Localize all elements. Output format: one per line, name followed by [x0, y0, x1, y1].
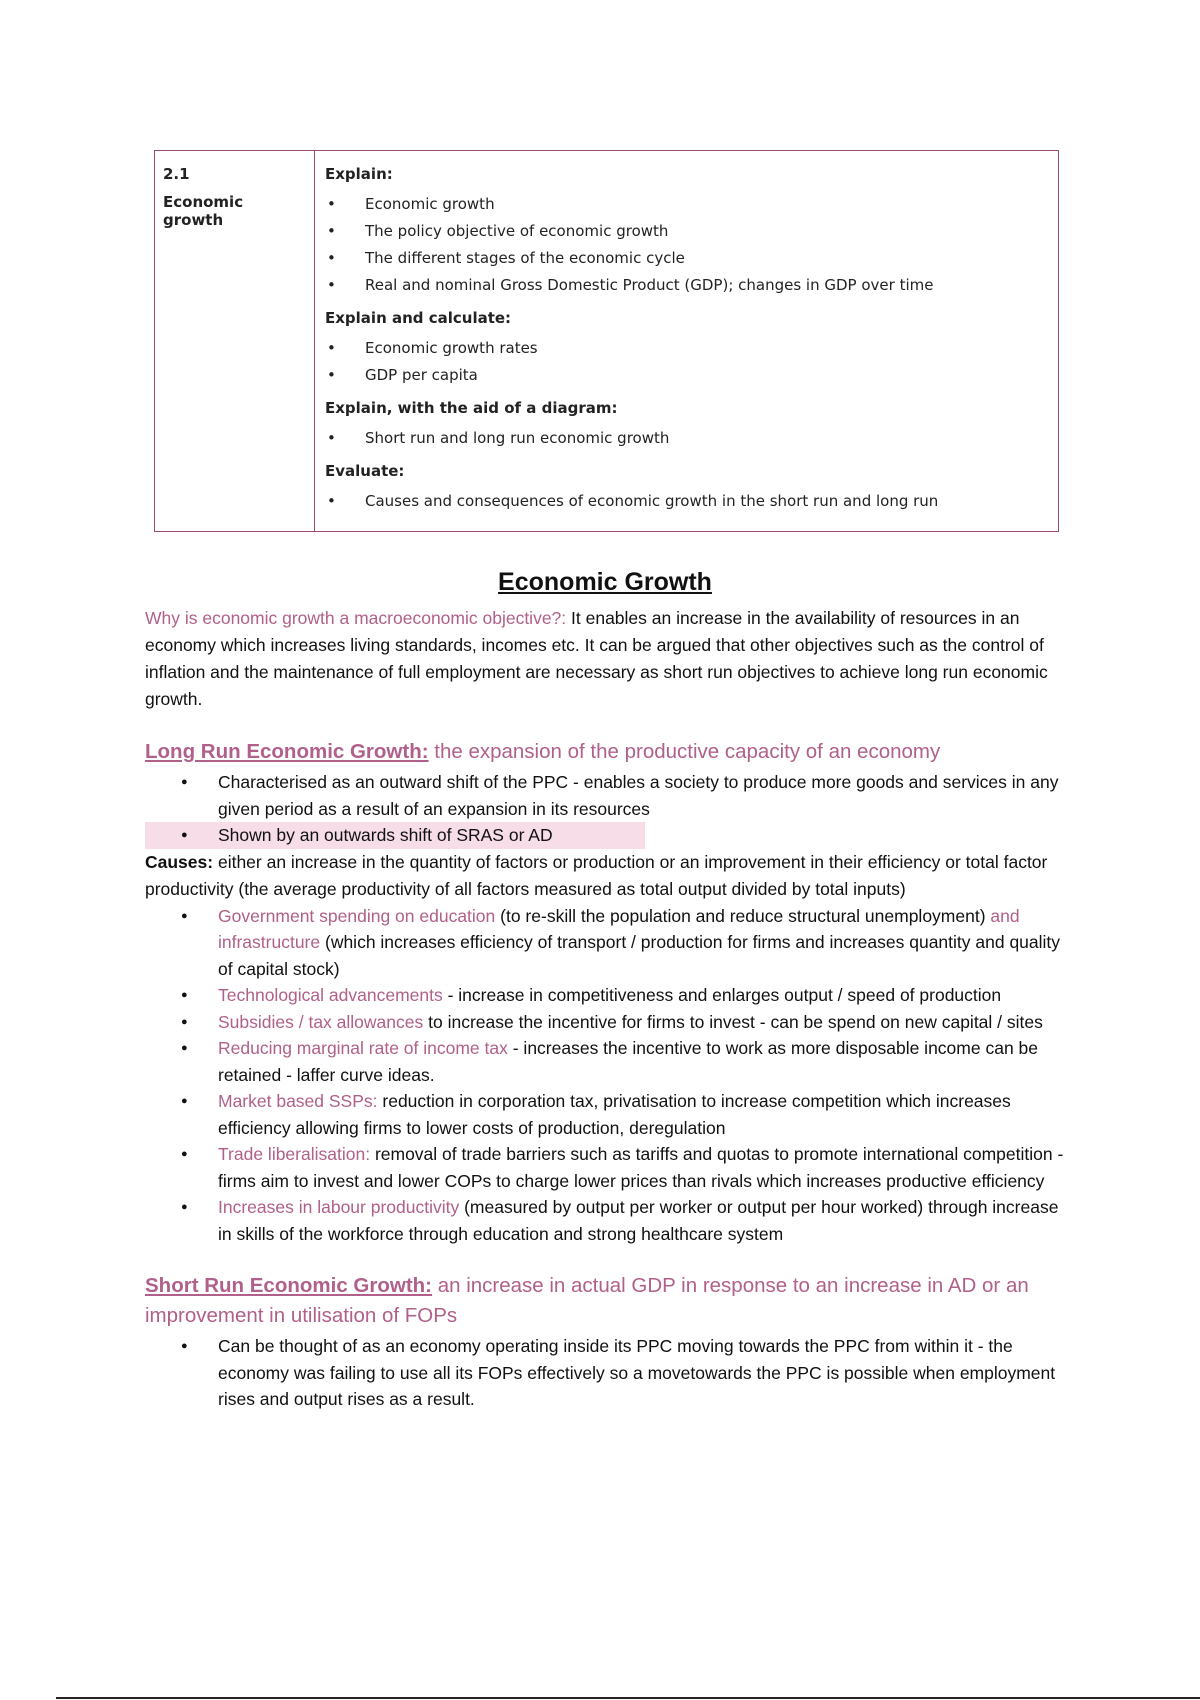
topic-cell: [155, 151, 315, 531]
objective-group: [325, 165, 1048, 299]
cause-text: - increase in competitiveness and enlarges output / speed of production: [442, 985, 1002, 1005]
page-title: Economic Growth: [498, 568, 712, 596]
cause-text: to increase the incentive for firms to invest - can be spend on new capital / sites: [423, 1011, 1043, 1032]
group-heading: Explain, with the aid of a diagram:: [325, 399, 618, 417]
objective-group: [325, 462, 1048, 515]
cause-text: - increases the incentive to work as more disposable income can be retained - laffer curve ideas.: [218, 1038, 1039, 1085]
cause-term: Increases in labour productivity: [218, 1197, 460, 1217]
objective-item: • Real and nominal Gross Domestic Product (GDP); changes in GDP over time: [325, 272, 1048, 299]
group-heading: Explain and calculate:: [325, 309, 512, 327]
long-run-label: Long Run Economic Growth:: [145, 740, 429, 763]
causes-text: either an increase in the quantity of factors or production or an improvement in their efficiency or total factor productivity (the average productivity of all factors measured as total output divided by total inputs): [145, 851, 1048, 899]
cause-text: (measured by output per worker or output per hour worked) through increase in skills of the workforce through education and strong healthcare system: [218, 1197, 1059, 1244]
long-run-heading: [145, 737, 1065, 767]
list-item: [145, 1141, 1065, 1194]
short-run-definition: an increase in actual GDP in response to an increase in AD or an improvement in utilisation of FOPs: [145, 1274, 1029, 1327]
list-item: [145, 903, 1065, 983]
long-run-list: [145, 769, 1065, 849]
objective-group: [325, 309, 1048, 389]
highlighted-list-item: ● Shown by an outwards shift of SRAS or AD: [145, 822, 645, 849]
list-item: [145, 1009, 1065, 1036]
objective-item: • Economic growth: [325, 191, 1048, 218]
cause-term: Government spending on education: [218, 905, 496, 926]
objective-item: • The policy objective of economic growth: [325, 218, 1048, 245]
causes-label: Causes:: [145, 851, 214, 872]
list-item: [145, 1035, 1065, 1088]
specification-table: [154, 150, 1059, 532]
cause-text: (which increases efficiency of transport / production for firms and increases quantity and quality of capital stock): [218, 932, 1061, 979]
objective-group: [325, 399, 1048, 452]
objective-item: • Causes and consequences of economic growth in the short run and long run: [325, 488, 1048, 515]
page-bottom-rule: [56, 1697, 1200, 1699]
cause-term: and infrastructure: [218, 905, 1020, 952]
topic-code: 2.1: [163, 165, 190, 183]
objectives-cell: [315, 151, 1058, 531]
cause-text: removal of trade barriers such as tariffs and quotas to promote international competition - firms aim to invest and lower COPs to charge lower prices than rivals which increases productive efficiency: [218, 1144, 1064, 1191]
cause-term: Reducing marginal rate of income tax: [218, 1038, 508, 1058]
cause-term: Market based SSPs:: [218, 1091, 378, 1111]
cause-text: reduction in corporation tax, privatisation to increase competition which increases efficiency allowing firms to lower costs of production, deregulation: [218, 1091, 1011, 1138]
list-item: [145, 982, 1065, 1009]
list-item: [145, 1194, 1065, 1247]
long-run-definition: the expansion of the productive capacity of an economy: [428, 740, 941, 763]
group-heading: Evaluate:: [325, 462, 405, 480]
intro-paragraph: [145, 605, 1065, 713]
objective-item: • GDP per capita: [325, 362, 1048, 389]
notes-body: [145, 568, 1065, 1413]
group-heading: Explain:: [325, 165, 393, 183]
cause-term: Trade liberalisation:: [218, 1144, 371, 1164]
intro-question: Why is economic growth a macroeconomic objective?:: [145, 608, 567, 628]
list-item: [145, 1088, 1065, 1141]
cause-term: Subsidies / tax allowances: [218, 1011, 424, 1032]
cause-text: (to re-skill the population and reduce structural unemployment): [495, 905, 991, 926]
objective-item: • The different stages of the economic cycle: [325, 245, 1048, 272]
objective-item: • Economic growth rates: [325, 335, 1048, 362]
causes-paragraph: [145, 849, 1065, 903]
list-item: ● Can be thought of as an economy operating inside its PPC moving towards the PPC from within it - the economy was failing to use all its FOPs effectively so a movetowards the PPC is possible when employment rises and output rises as a result.: [145, 1333, 1065, 1413]
short-run-label: Short Run Economic Growth:: [145, 1274, 432, 1297]
intro-text: It enables an increase in the availability of resources in an economy which increases living standards, incomes etc. It can be argued that other objectives such as the control of inflation and the maintenance of full employment are necessary as short run objectives to achieve long run economic growth.: [145, 608, 1048, 709]
causes-list: [145, 903, 1065, 1248]
list-item: ● Characterised as an outward shift of the PPC - enables a society to produce more goods and services in any given period as a result of an expansion in its resources: [145, 769, 1065, 822]
short-run-heading: [145, 1271, 1065, 1331]
topic-name: Economic growth: [163, 193, 244, 229]
objective-item: • Short run and long run economic growth: [325, 425, 1048, 452]
cause-term: Technological advancements: [218, 985, 443, 1005]
short-run-list: [145, 1333, 1065, 1413]
